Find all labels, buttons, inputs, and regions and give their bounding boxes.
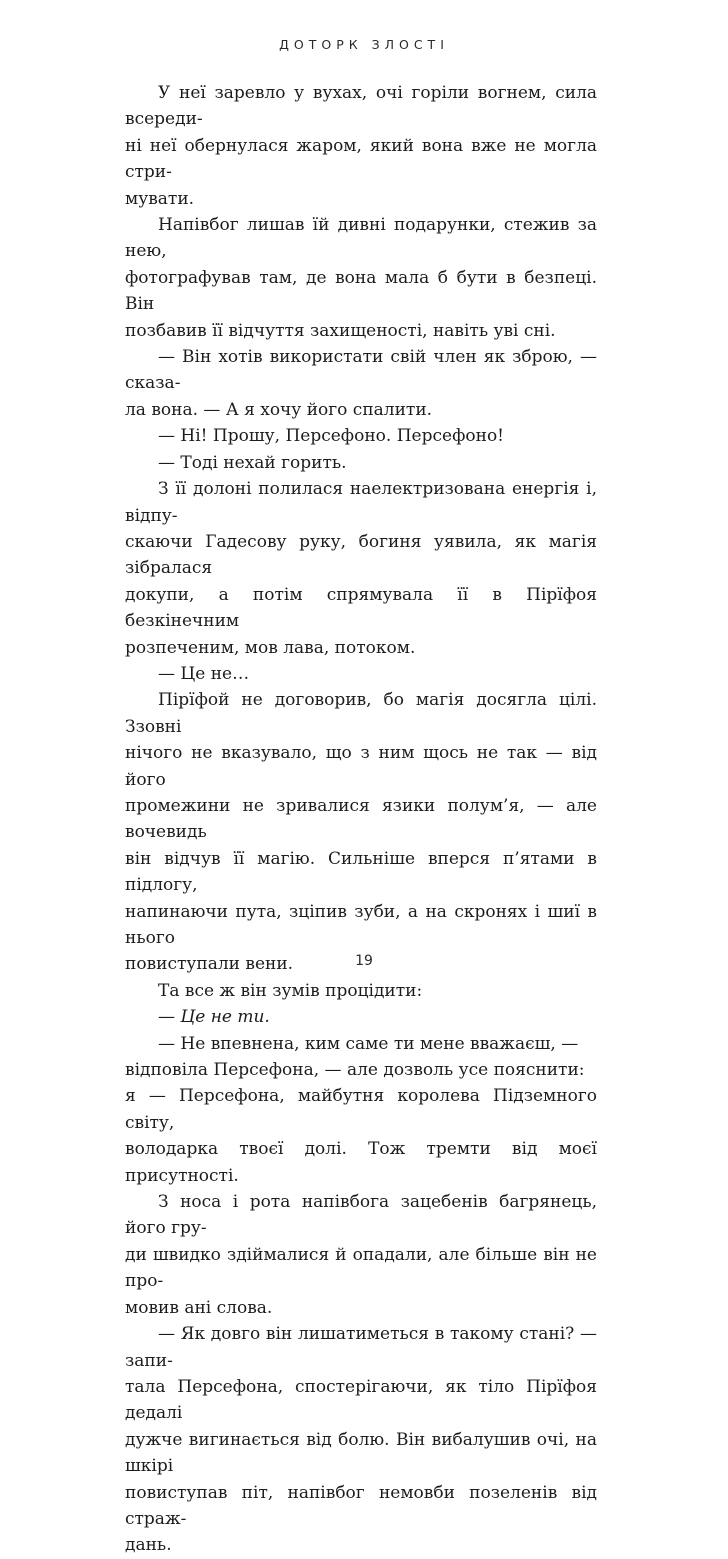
paragraph: — Як довго він лишатиметься в такому стані? — запи- тала Персефона, спостерігаючи, як тіло Пірїфоя дедалі дужче вигинається від болю. Він вибалушив очі, на шкірі повиступав піт, напівбог немовби позеленів від страж- дань.: [125, 1324, 597, 1556]
paragraph: — Це не…: [158, 663, 250, 684]
paragraph: — Він хотів використати свій член як зброю, — сказа- ла вона. — А я хочу його спалити.: [125, 347, 597, 420]
paragraph: — Тоді нехай горить.: [158, 452, 347, 473]
running-header: ДОТОРК ЗЛОСТІ: [279, 37, 449, 52]
paragraph: — Ні! Прошу, Персефоно. Персефоно!: [158, 426, 505, 447]
paragraph: Пірїфой не договорив, бо магія досягла цілі. Ззовні нічого не вказувало, що з ним щось не так — від його промежини не зривалися язики полум’я, — але вочевидь він відчув її магію. Сильніше вперся п’ятами в підлогу, напинаючи пута, зціпив зуби, а на скронях і шиї в нього повиступали вени.: [125, 690, 597, 975]
paragraph-italic: — Це не ти.: [158, 1007, 270, 1028]
paragraph: Та все ж він зумів процідити:: [158, 980, 423, 1001]
paragraph: У неї заревло у вухах, очі горіли вогнем, сила всереди- ні неї обернулася жаром, який вона вже не могла стри- мувати.: [125, 83, 597, 209]
paragraph: З її долоні полилася наелектризована енергія і, відпу- скаючи Гадесову руку, богиня уявила, як магія зібралася докупи, а потім спрямувала її в Пірїфоя безкінечним розпеченим, мов лава, потоком.: [125, 479, 597, 658]
body-text: [125, 80, 597, 1559]
paragraph: З носа і рота напівбога зацебенів багрянець, його гру- ди швидко здіймалися й опадали, але більше він не про- мовив ані слова.: [125, 1192, 597, 1318]
paragraph: — Не впевнена, ким саме ти мене вважаєш, — відповіла Персефона, — але дозволь усе пояснити: я — Персефона, майбутня королева Підземного світу, володарка твоєї долі. Тож тремти від моєї присутності.: [125, 1033, 597, 1186]
paragraph: Напівбог лишав їй дивні подарунки, стежив за нею, фотографував там, де вона мала б бути в безпеці. Він позбавив її відчуття захищеності, навіть уві сні.: [125, 215, 597, 341]
page-number: 19: [355, 953, 373, 969]
